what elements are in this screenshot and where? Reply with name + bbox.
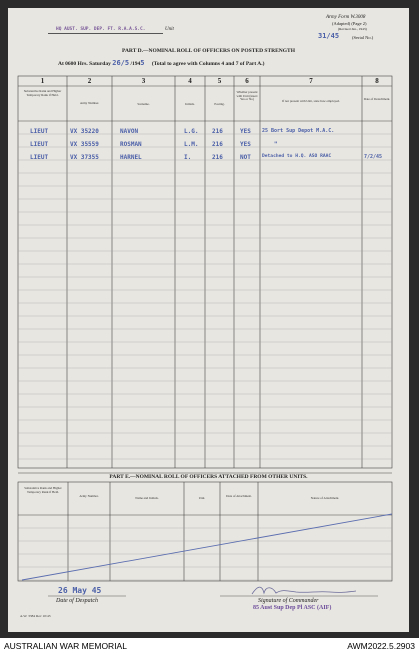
part-e-title: PART E.—NOMINAL ROLL OF OFFICERS ATTACHED FROM OTHER UNITS. xyxy=(109,474,308,480)
col-num-6: 6 xyxy=(245,77,249,85)
col-num-4: 4 xyxy=(188,77,192,85)
row-rank: LIEUT xyxy=(30,154,49,161)
col-num-2: 2 xyxy=(87,77,92,85)
e-col-header-army-number: Army Number. xyxy=(79,494,99,498)
signature-label: Signature of Commander xyxy=(258,598,319,604)
signature-unit-stamp: 85 Aust Sup Dep Pl ASC (AIF) xyxy=(253,605,332,611)
col-header-army-number: Army Number. xyxy=(79,101,100,105)
row-surname: ROSMAN xyxy=(120,141,142,148)
unit-label: Unit xyxy=(165,27,174,32)
col-header-present: Whether present with Unit (insert Yes or No) xyxy=(236,90,258,102)
col-header-initials: Initials. xyxy=(185,102,195,106)
col-num-7: 7 xyxy=(309,77,313,85)
date-hand: 26/5 xyxy=(112,59,130,67)
row-number: VX 37355 xyxy=(70,154,99,161)
col-header-rank: Substantive Rank and Higher Temporary Rank if Held. xyxy=(23,89,62,97)
army-form-label: Army Form W.3008 xyxy=(326,15,366,20)
commander-signature xyxy=(248,583,358,597)
e-col-header-date: Date of Attachment. xyxy=(226,494,252,498)
revised-label: (Revised Jan., 1943) xyxy=(338,27,367,31)
row-posting: 216 xyxy=(212,141,223,148)
total-note: (Total to agree with Columns 4 and 7 of Part A.) xyxy=(151,61,265,67)
row-initials: L.G. xyxy=(184,128,199,135)
footer-right-text: AWM2022.5.2903 xyxy=(347,641,415,651)
row-rank: LIEUT xyxy=(30,141,49,148)
col-num-8: 8 xyxy=(375,77,379,85)
row-initials: L.M. xyxy=(184,141,199,148)
despatch-label: Date of Despatch xyxy=(56,598,98,604)
e-col-header-nature: Nature of Attachment. xyxy=(310,496,340,500)
row-number: VX 35559 xyxy=(70,141,99,148)
form-sheet xyxy=(8,8,409,632)
row-number: VX 35220 xyxy=(70,128,99,135)
serial-number-label: (Serial No.) xyxy=(352,35,374,40)
row-rank: LIEUT xyxy=(30,128,49,135)
row-surname: HARNEL xyxy=(120,154,142,161)
row-date: 7/2/45 xyxy=(364,154,383,160)
row-employed: " xyxy=(274,141,278,148)
footer-bar xyxy=(0,638,419,653)
year-hand: 5 xyxy=(140,59,145,67)
e-col-header-rank: Substantive Rank and Higher Temporary Rank if Held. xyxy=(24,486,62,494)
cancel-line xyxy=(22,514,392,580)
col-header-employed: If not present with Unit, state how employed. xyxy=(282,99,340,103)
e-col-header-unit: Unit. xyxy=(198,496,206,500)
at-text: At 0600 Hrs. Saturday xyxy=(58,61,111,67)
col-header-posting: Posting. xyxy=(214,102,225,106)
row-initials: I. xyxy=(184,154,192,161)
adapted-label: (Adapted) (Page 2) xyxy=(332,21,367,26)
despatch-date: 26 May 45 xyxy=(58,586,102,595)
col-num-3: 3 xyxy=(141,77,146,85)
row-employed: 25 Bort Sup Depot M.A.C. xyxy=(262,128,335,134)
serial-number-value: 31/45 xyxy=(318,32,340,40)
row-posting: 216 xyxy=(212,154,223,161)
col-num-5: 5 xyxy=(217,77,222,85)
part-d-title: PART D.—NOMINAL ROLL OF OFFICERS ON POSTED STRENGTH xyxy=(122,48,295,54)
row-posting: 216 xyxy=(212,128,223,135)
row-present: YES xyxy=(240,141,251,148)
row-present: YES xyxy=(240,128,251,135)
e-col-header-name: Name and Initials. xyxy=(135,496,159,500)
row-surname: NAVON xyxy=(120,128,139,135)
year-text: /194 xyxy=(130,61,141,67)
col-header-date: Date of Detachment. xyxy=(363,97,391,101)
printer-mark: A.W. 3384 Rev 10/43 xyxy=(20,614,51,618)
row-employed: Detached to H.Q. ASO RAAC xyxy=(262,154,332,159)
footer-left-text: AUSTRALIAN WAR MEMORIAL xyxy=(4,641,127,651)
unit-stamp: HQ AUST. SUP. DEP. FT. R.A.A.S.C. xyxy=(56,27,146,32)
col-header-surname: Surname. xyxy=(137,102,150,106)
col-num-1: 1 xyxy=(40,77,45,85)
row-present: NOT xyxy=(240,154,251,161)
